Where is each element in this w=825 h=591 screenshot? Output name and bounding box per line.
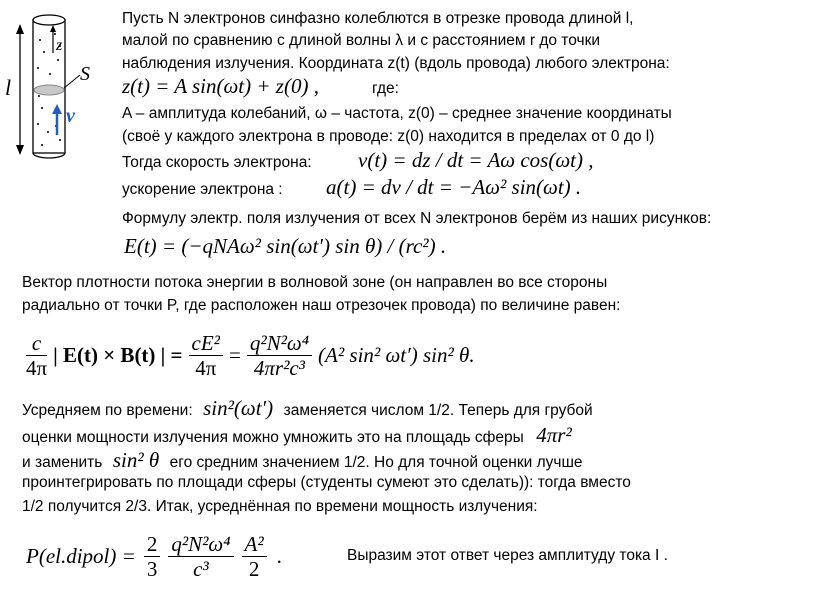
eq-poynting-frac3: $\frac{\text{q²N²ω⁴}}{\text{4πr²c³}}$ [247, 331, 312, 380]
eq-poynting-cross: | E(t) × B(t) | = [53, 342, 183, 367]
eq-power-frac3: $\frac{\text{A²}}{2}$ [242, 532, 267, 581]
p1-line4: A – амплитуда колебаний, ω – частота, z(0) – среднее значение координаты [122, 105, 672, 122]
p1-line5: (своё у каждого электрона в проводе: z(0) находится в пределах от 0 до l) [122, 128, 655, 145]
label-z: z [56, 37, 63, 54]
p3-line2: оценки мощности излучения можно умножить это на площадь сферы 4πr² [22, 423, 572, 447]
wire-figure [0, 0, 120, 165]
p3-line1: Усредняем по времени: sin²(ωt′) заменяется числом 1/2. Теперь для грубой [22, 396, 593, 420]
p1-line8: Формулу электр. поля излучения от всех N электронов берём из наших рисунков: [122, 210, 712, 227]
eq-field-E: E(t) = (−qNAω² sin(ωt′) sin θ) / (rc²) . [124, 234, 447, 258]
eq-power-frac1: $\frac{2}{3}$ [144, 532, 161, 581]
label-S: S [80, 63, 90, 85]
cross-section-S [34, 85, 64, 95]
S-pointer [64, 75, 80, 88]
eq-power: P(el.dipol) = $\frac{2}{3}$ $\frac{\text{q²N²ω⁴}}{\text{c³}}$ $\frac{\text{A²}}{2}$ . [26, 531, 282, 581]
p1-line2: малой по сравнению с длиной волны λ и с расстоянием r до точки [122, 32, 601, 49]
eq-z-t: z(t) = A sin(ωt) + z(0) , [122, 74, 319, 98]
p1-line1: Пусть N электронов синфазно колеблются в отрезке провода длиной l, [122, 10, 634, 27]
label-v: ν [66, 105, 75, 127]
p3-line3: и заменить sin² θ его средним значением 1/2. Но для точной оценки лучше [22, 448, 583, 472]
wire-bottom-edge [33, 153, 65, 158]
p3-final: Выразим этот ответ через амплитуду тока I . [347, 547, 668, 564]
p1-line7-text: ускорение электрона : [122, 181, 283, 198]
eq-poynting-tail: (A² sin² ωt′) sin² θ. [318, 342, 475, 367]
p1-line3: наблюдения излучения. Координата z(t) (вдоль провода) любого электрона: [122, 55, 670, 72]
eq-power-frac2: $\frac{\text{q²N²ω⁴}}{\text{c³}}$ [168, 532, 233, 581]
p2-line2: радиально от точки P, где расположен наш отрезочек провода) по величине равен: [22, 297, 621, 314]
wire-top-ellipse [33, 15, 65, 25]
eq-poynting-frac1: $\frac{c}{4\pi}$ [26, 330, 48, 380]
eq-z-t-tail: где: [372, 80, 399, 97]
label-l: l [5, 75, 12, 100]
eq-power-lhs: P(el.dipol) = [26, 543, 136, 568]
eq-velocity: v(t) = dz / dt = Aω cos(ωt) , [358, 148, 594, 172]
p2-line1: Вектор плотности потока энергии в волновой зоне (он направлен во все стороны [22, 274, 608, 291]
eq-poynting-frac2: $\frac{\text{cE²}}{4\pi}$ [189, 331, 223, 380]
p3-line5: 1/2 получится 2/3. Итак, усреднённая по времени мощность излучения: [22, 498, 538, 515]
length-arrow-bottom [16, 145, 24, 155]
p3-line4: проинтегрировать по площади сферы (студенты сумеют это сделать)): тогда вместо [22, 474, 631, 491]
length-arrow-top [16, 24, 24, 34]
eq-acceleration: a(t) = dv / dt = −Aω² sin(ωt) . [326, 175, 582, 199]
eq-poynting: $\frac{c}{4\pi}$ | E(t) × B(t) | = $\frac{\text{cE²}}{4\pi}$ = $\frac{\text{q²N²ω⁴}}{\text{4πr²c³}}$ (A² sin² ωt′) sin² θ. [26, 330, 475, 380]
p1-line6-text: Тогда скорость электрона: [122, 154, 312, 171]
